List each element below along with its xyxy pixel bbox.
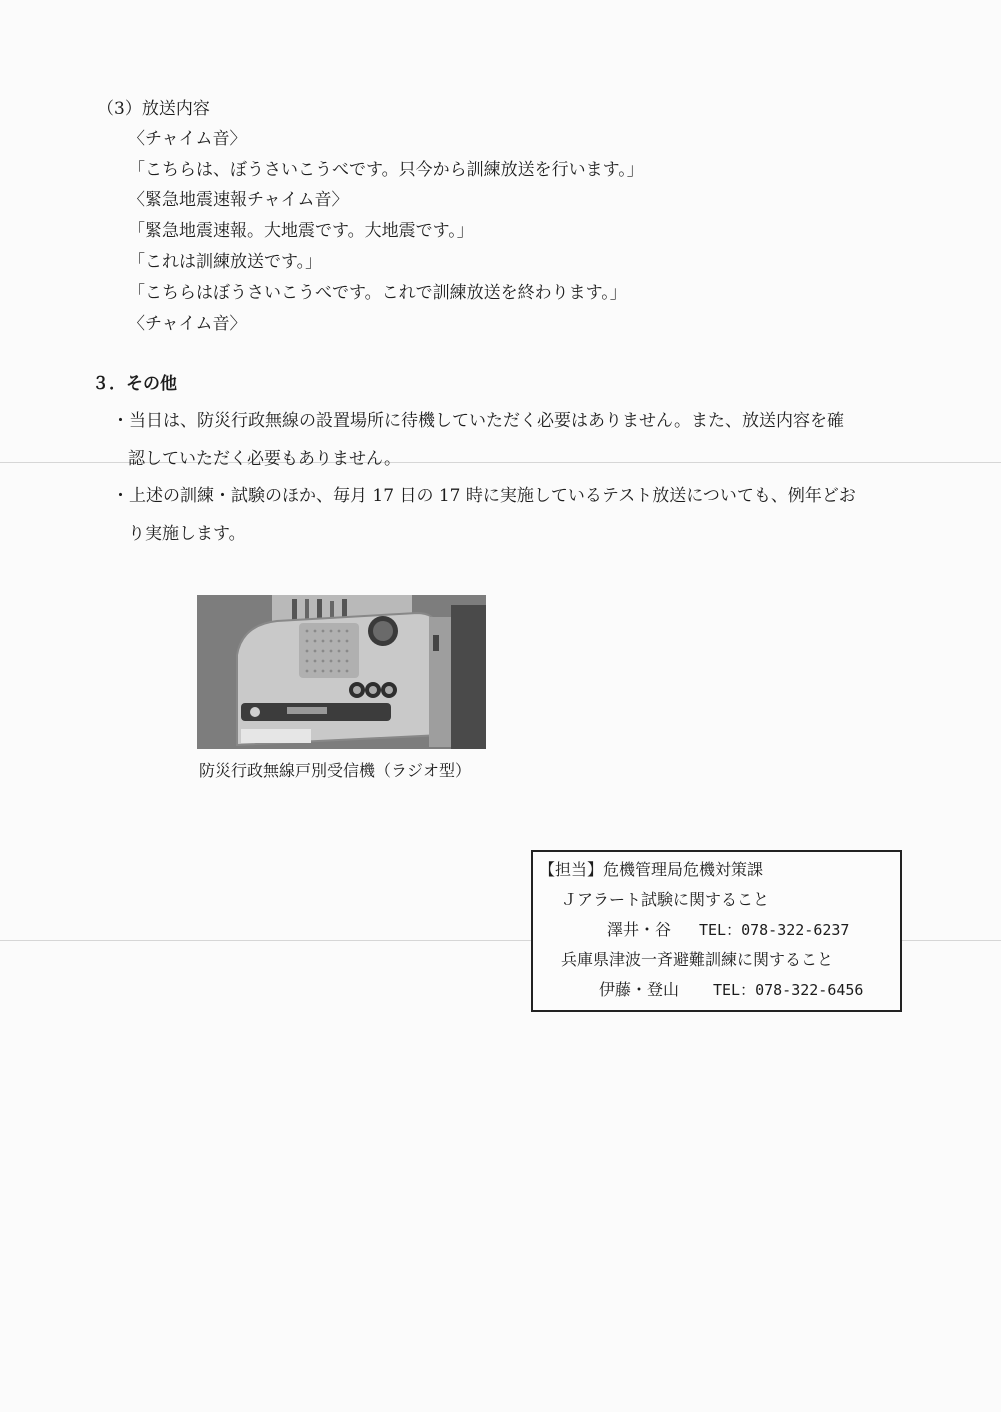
bullet-line: り実施します。 (128, 524, 246, 544)
contact-item: Ｊアラート試験に関すること (561, 890, 770, 909)
contact-title: 【担当】危機管理局危機対策課 (539, 860, 764, 879)
broadcast-line: 〈緊急地震速報チャイム音〉 (128, 190, 349, 210)
photo-caption: 防災行政無線戸別受信機（ラジオ型） (199, 761, 472, 780)
other-heading: ３．その他 (92, 374, 177, 394)
contact-tel: TEL：078-322-6456 (713, 981, 864, 999)
broadcast-line: 「これは訓練放送です。」 (128, 252, 323, 272)
contact-tel: TEL：078-322-6237 (699, 921, 850, 939)
radio-receiver-photo (197, 595, 486, 749)
contact-person: 澤井・谷 (607, 920, 672, 939)
broadcast-line: 「こちらは、ぼうさいこうべです。只今から訓練放送を行います。」 (128, 160, 644, 180)
broadcast-line: 〈チャイム音〉 (128, 129, 247, 149)
bullet-line: ・上述の訓練・試験のほか、毎月 17 日の 17 時に実施しているテスト放送についても、例年どお (112, 486, 856, 506)
broadcast-line: 「緊急地震速報。大地震です。大地震です。」 (128, 221, 474, 241)
contact-item: 兵庫県津波一斉避難訓練に関すること (561, 950, 834, 969)
section-heading: （3）放送内容 (97, 99, 210, 119)
contact-person: 伊藤・登山 (599, 980, 680, 999)
bullet-line: ・当日は、防災行政無線の設置場所に待機していただく必要はありません。また、放送内容を確 (112, 411, 845, 431)
contact-box (531, 850, 902, 1012)
broadcast-line: 〈チャイム音〉 (128, 314, 247, 334)
bullet-line: 認していただく必要もありません。 (128, 449, 402, 469)
broadcast-line: 「こちらはぼうさいこうべです。これで訓練放送を終わります。」 (128, 283, 627, 303)
